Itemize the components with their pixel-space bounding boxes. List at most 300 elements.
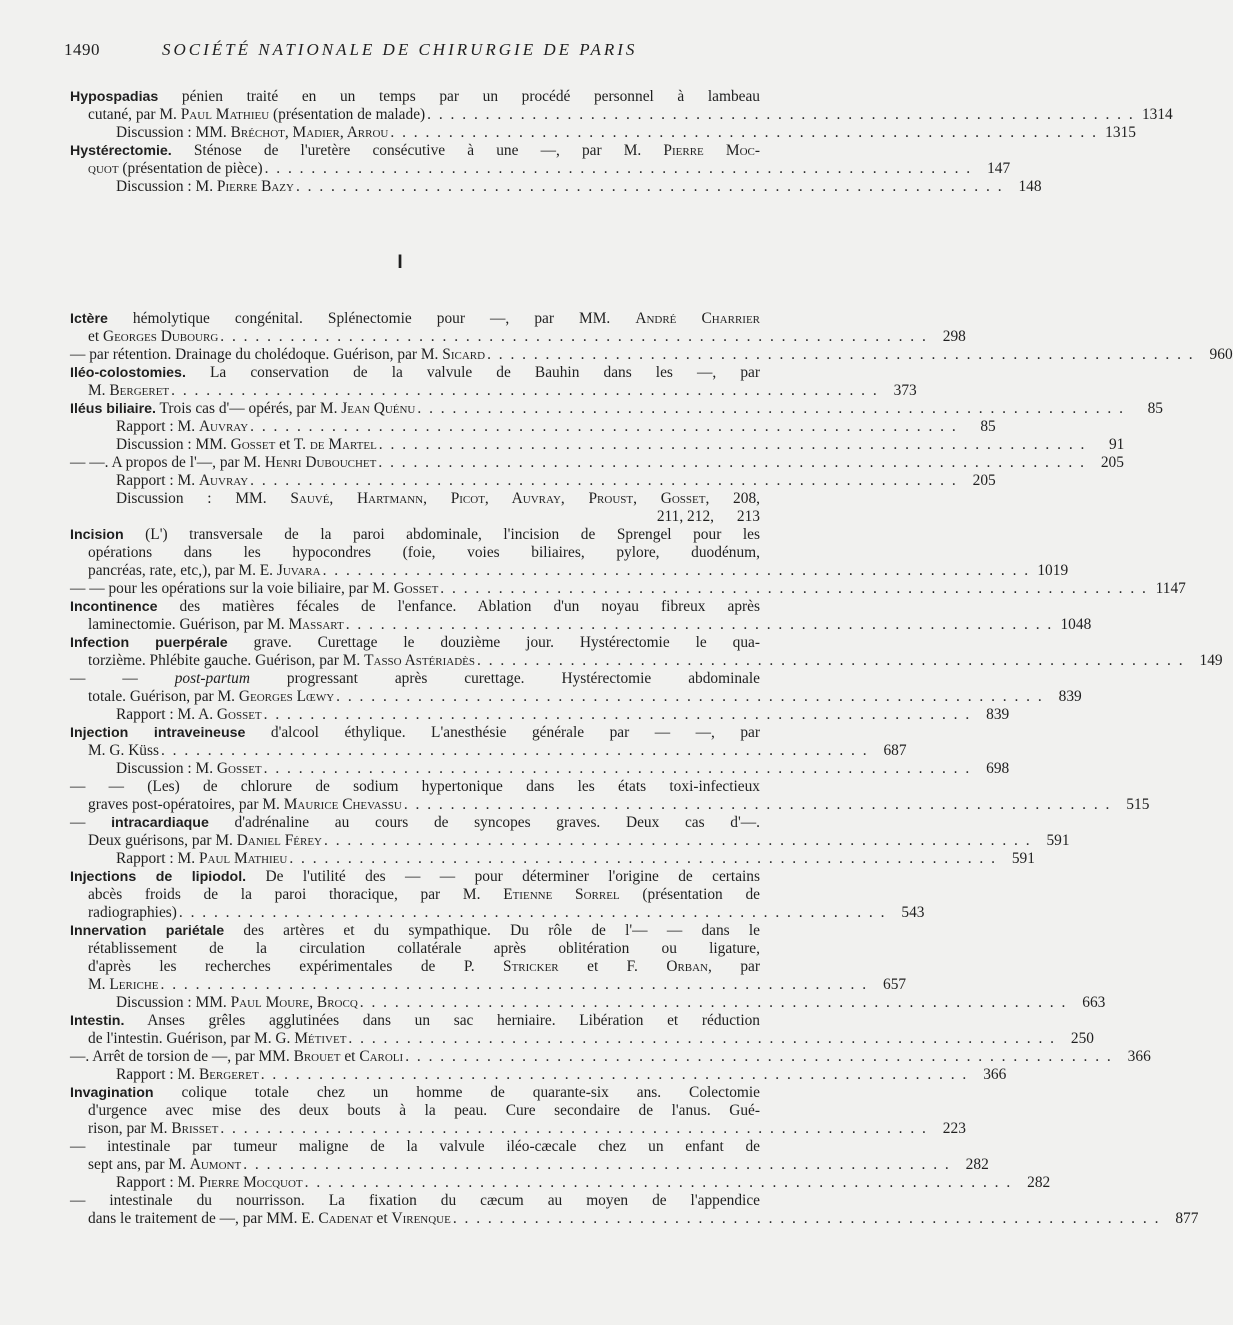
- entry-segment: 211, 212,: [656, 508, 714, 525]
- page-reference: 687: [883, 742, 907, 759]
- index-line: [70, 832, 1070, 850]
- dot-leader: . . . . . . . . . . . . . . . . . . . . . . . . . . . . . . . . . . . . . . . . . . . . . . . . . . . . . . . . . . . . .: [250, 418, 958, 435]
- dot-leader: . . . . . . . . . . . . . . . . . . . . . . . . . . . . . . . . . . . . . . . . . . . . . . . . . . . . . . . . . . . . .: [336, 688, 1044, 705]
- entry-text: [116, 760, 262, 778]
- index-line: [70, 760, 1010, 778]
- index-line: [70, 652, 1223, 670]
- entry-segment: Discussion : MM.: [116, 490, 291, 507]
- dot-leader: . . . . . . . . . . . . . . . . . . . . . . . . . . . . . . . . . . . . . . . . . . . . . . . . . . . . . . . . . . . . .: [263, 760, 972, 777]
- entry-text: [70, 364, 760, 381]
- author-name: Juvara: [276, 562, 321, 579]
- entry-keyword: Iléus biliaire.: [70, 401, 156, 417]
- dot-leader: . . . . . . . . . . . . . . . . . . . . . . . . . . . . . . . . . . . . . . . . . . . . . . . . . . . . . . . . . . . . .: [264, 160, 973, 177]
- entry-text: [88, 1156, 241, 1174]
- entry-keyword: Incontinence: [70, 599, 158, 615]
- entry-keyword: Incision: [70, 527, 124, 543]
- entry-text: [116, 706, 262, 724]
- entry-text: [70, 634, 760, 651]
- entry-text: [116, 418, 248, 436]
- dot-leader: . . . . . . . . . . . . . . . . . . . . . . . . . . . . . . . . . . . . . . . . . . . . . . . . . . . . . . . . . . . . .: [160, 976, 869, 993]
- dot-leader: . . . . . . . . . . . . . . . . . . . . . . . . . . . . . . . . . . . . . . . . . . . . . . . . . . . . . . . . . . . . .: [304, 1174, 1013, 1191]
- entry-text: [88, 562, 321, 580]
- page-reference: 543: [901, 904, 925, 921]
- page-reference: 213: [736, 508, 760, 525]
- entry-text: [70, 454, 376, 472]
- author-name: Brouet: [293, 1048, 341, 1065]
- page-reference: 877: [1175, 1210, 1199, 1227]
- dot-leader: . . . . . . . . . . . . . . . . . . . . . . . . . . . . . . . . . . . . . . . . . . . . . . . . . . . . . . . . . . . . .: [220, 1120, 928, 1137]
- entry-text: [116, 490, 760, 507]
- entry-text: [70, 814, 760, 831]
- dot-leader: . . . . . . . . . . . . . . . . . . . . . . . . . . . . . . . . . . . . . . . . . . . . . . . . . . . . . . . . . . . . .: [220, 328, 928, 345]
- entry-keyword: Intestin.: [70, 1013, 125, 1029]
- entry-segment: hémolytique congénital. Splénectomie pour —, par MM.: [107, 310, 636, 327]
- author-name: Gosset: [216, 760, 262, 777]
- page-reference: 85: [1147, 400, 1163, 417]
- entry-segment: M.: [88, 382, 110, 399]
- entry-text: [88, 1030, 346, 1048]
- entry-segment: d'après les recherches expérimentales de P.: [88, 958, 504, 975]
- entry-text: [70, 142, 760, 159]
- dot-leader: . . . . . . . . . . . . . . . . . . . . . . . . . . . . . . . . . . . . . . . . . . . . . . . . . . . . . . . . . . . . .: [440, 580, 1148, 597]
- index-line: [70, 868, 760, 886]
- author-name: Pierre Bazy: [216, 178, 294, 195]
- index-line: [70, 1192, 760, 1210]
- entry-segment: La conservation de la valvule de Bauhin dans les —, par: [185, 364, 760, 381]
- entry-text: [88, 886, 760, 903]
- index-line: [70, 124, 1136, 142]
- page-number: 1490: [64, 40, 100, 59]
- dot-leader: . . . . . . . . . . . . . . . . . . . . . . . . . . . . . . . . . . . . . . . . . . . . . . . . . . . . . . . . . . . . .: [345, 616, 1054, 633]
- entry-text: [70, 310, 760, 327]
- entry-text: [70, 868, 760, 885]
- dot-leader: . . . . . . . . . . . . . . . . . . . . . . . . . . . . . . . . . . . . . . . . . . . . . . . . . . . . . . . . . . . . .: [359, 994, 1068, 1011]
- section-letter: I: [397, 252, 403, 273]
- dot-leader: . . . . . . . . . . . . . . . . . . . . . . . . . . . . . . . . . . . . . . . . . . . . . . . . . . . . . . . . . . . . .: [160, 742, 869, 759]
- entry-text: [70, 526, 760, 543]
- page-header: [64, 40, 714, 66]
- entry-segment: et F.: [558, 958, 667, 975]
- index-line: [70, 400, 1163, 418]
- entry-segment: et: [88, 328, 103, 345]
- entry-segment: des matières fécales de l'enfance. Ablation d'un noyau fibreux après: [157, 598, 760, 615]
- dot-leader: . . . . . . . . . . . . . . . . . . . . . . . . . . . . . . . . . . . . . . . . . . . . . . . . . . . . . . . . . . . . .: [403, 796, 1112, 813]
- entry-keyword: Innervation pariétale: [70, 923, 225, 939]
- author-name: de Martel: [309, 436, 377, 453]
- index-line: [70, 796, 1150, 814]
- author-name: Gosset: [393, 580, 439, 597]
- page-reference: 223: [942, 1120, 966, 1137]
- entry-segment: Rapport : M.: [116, 850, 199, 867]
- index-line: [70, 490, 760, 508]
- page-reference: 960: [1209, 346, 1233, 363]
- index-line: [70, 1084, 760, 1102]
- entry-segment: d'alcool éthylique. L'anesthésie générale par — —, par: [245, 724, 760, 741]
- entry-segment: Trois cas d'— opérés, par M.: [155, 400, 342, 417]
- page-reference: 147: [987, 160, 1011, 177]
- entry-text: [70, 580, 438, 598]
- entry-text: [70, 1138, 760, 1155]
- author-name: Gosset: [230, 436, 276, 453]
- index-line: [70, 670, 760, 688]
- author-name: Auvray: [198, 472, 249, 489]
- entry-text: [70, 400, 415, 418]
- entry-segment: Discussion : M.: [116, 178, 217, 195]
- entry-text: [70, 670, 760, 687]
- index-line: [70, 922, 760, 940]
- index-line: [70, 310, 760, 328]
- entry-segment: Rapport : M.: [116, 418, 199, 435]
- entry-text: [70, 1192, 760, 1209]
- author-name: Auvray: [198, 418, 249, 435]
- dot-leader: . . . . . . . . . . . . . . . . . . . . . . . . . . . . . . . . . . . . . . . . . . . . . . . . . . . . . . . . . . . . .: [171, 382, 879, 399]
- entry-segment: Rapport : M.: [116, 1066, 199, 1083]
- dot-leader: . . . . . . . . . . . . . . . . . . . . . . . . . . . . . . . . . . . . . . . . . . . . . . . . . . . . . . . . . . . . .: [324, 832, 1032, 849]
- entry-text: [88, 382, 169, 400]
- entry-segment: pénien traité en un temps par un procédé personnel à lambeau: [158, 88, 760, 105]
- dot-leader: . . . . . . . . . . . . . . . . . . . . . . . . . . . . . . . . . . . . . . . . . . . . . . . . . . . . . . . . . . . . .: [322, 562, 1031, 579]
- index-line: [70, 346, 1233, 364]
- index-line: [70, 706, 1010, 724]
- index-line: [70, 1120, 966, 1138]
- entry-segment: — —. A propos de l'—, par M.: [70, 454, 265, 471]
- entry-text: [70, 778, 760, 795]
- author-name: Pierre Moc-: [663, 142, 760, 159]
- index-line: [70, 1102, 760, 1120]
- author-name: Sauvé, Hartmann, Picot, Auvray, Proust, Gosset,: [290, 490, 710, 507]
- entry-text: [116, 436, 377, 454]
- author-name: Paul Moure, Brocq: [230, 994, 358, 1011]
- index-line: [70, 1012, 760, 1030]
- page-reference: 1048: [1060, 616, 1092, 633]
- dot-leader: . . . . . . . . . . . . . . . . . . . . . . . . . . . . . . . . . . . . . . . . . . . . . . . . . . . . . . . . . . . . .: [348, 1030, 1056, 1047]
- entry-segment: Anses grêles agglutinées dans un sac herniaire. Libération et réduction: [124, 1012, 760, 1029]
- author-name: Métivet: [294, 1030, 347, 1047]
- author-name: Gosset: [216, 706, 262, 723]
- entry-segment: des artères et du sympathique. Du rôle de l'— — dans le: [224, 922, 761, 939]
- entry-text: [88, 106, 425, 124]
- entry-segment: pancréas, rate, etc,), par M. E.: [88, 562, 277, 579]
- entry-segment: et: [372, 1210, 392, 1227]
- entry-text: [88, 904, 177, 922]
- entry-text: [70, 88, 760, 105]
- dot-leader: . . . . . . . . . . . . . . . . . . . . . . . . . . . . . . . . . . . . . . . . . . . . . . . . . . . . . . . . . . . . .: [263, 706, 972, 723]
- entry-keyword: Infection puerpérale: [70, 635, 228, 651]
- page-reference: 85: [980, 418, 996, 435]
- index-line: [70, 160, 1011, 178]
- index-line: [70, 1066, 1007, 1084]
- entry-text: [70, 1012, 760, 1029]
- entry-keyword: Injections de lipiodol.: [70, 869, 247, 885]
- dot-leader: . . . . . . . . . . . . . . . . . . . . . . . . . . . . . . . . . . . . . . . . . . . . . . . . . . . . . . . . . . . . .: [487, 346, 1195, 363]
- entry-text: [116, 994, 358, 1012]
- page-reference: 366: [983, 1066, 1007, 1083]
- entry-segment: (présentation de malade): [269, 106, 426, 123]
- entry-keyword: Hypospadias: [70, 89, 159, 105]
- entry-segment: M. G. Küss: [88, 742, 159, 759]
- entry-segment: Sténose de l'uretère consécutive à une —, par M.: [171, 142, 664, 159]
- index-line: [70, 850, 1035, 868]
- index-line: [70, 472, 996, 490]
- entry-segment: dans le traitement de —, par MM. E.: [88, 1210, 319, 1227]
- entry-segment: rétablissement de la circulation collatérale après oblitération ou ligature,: [88, 940, 760, 957]
- page-reference: 1019: [1037, 562, 1069, 579]
- entry-segment: torzième. Phlébite gauche. Guérison, par M.: [88, 652, 365, 669]
- index-line: [70, 508, 760, 526]
- entry-text: [88, 1210, 451, 1228]
- entry-segment: Rapport : M. A.: [116, 706, 217, 723]
- dot-leader: . . . . . . . . . . . . . . . . . . . . . . . . . . . . . . . . . . . . . . . . . . . . . . . . . . . . . . . . . . . . .: [250, 472, 958, 489]
- index-line: [70, 634, 760, 652]
- page-reference: 366: [1127, 1048, 1151, 1065]
- entry-segment: et T.: [275, 436, 310, 453]
- page-reference: 373: [893, 382, 917, 399]
- page-reference: 839: [986, 706, 1010, 723]
- author-name: Virenque: [391, 1210, 451, 1227]
- entry-text: [70, 1084, 760, 1101]
- entry-segment: grave. Curettage le douzième jour. Hystérectomie le qua-: [227, 634, 760, 651]
- page-reference: 657: [883, 976, 907, 993]
- entry-text: [88, 1120, 218, 1138]
- index-line: [70, 598, 760, 616]
- entry-segment: , par: [708, 958, 760, 975]
- entry-segment: Discussion : M.: [116, 760, 217, 777]
- entry-text: [88, 796, 402, 814]
- entry-segment: — par rétention. Drainage du cholédoque. Guérison, par M.: [70, 346, 443, 363]
- entry-segment: (présentation de: [619, 886, 760, 903]
- index-line: [70, 1030, 1094, 1048]
- index-line: [70, 436, 1125, 454]
- entry-text: [88, 652, 475, 670]
- page-reference: 663: [1082, 994, 1106, 1011]
- index-line: [70, 1156, 989, 1174]
- author-name: Brisset: [171, 1120, 219, 1137]
- entry-text: [70, 346, 485, 364]
- entry-text: [657, 508, 714, 525]
- entry-segment: Deux guérisons, par M.: [88, 832, 237, 849]
- author-name: Jean Quénu: [341, 400, 416, 417]
- entry-text: [88, 958, 760, 975]
- author-name: Paul Mathieu: [198, 850, 288, 867]
- index-line: [70, 940, 760, 958]
- index-line: [70, 1138, 760, 1156]
- index-line: [70, 742, 907, 760]
- entry-segment: — — pour les opérations sur la voie biliaire, par M.: [70, 580, 394, 597]
- page-reference: 515: [1126, 796, 1150, 813]
- page-reference: 282: [1027, 1174, 1051, 1191]
- page-reference: 205: [972, 472, 996, 489]
- index-line: [70, 724, 760, 742]
- page-reference: 298: [942, 328, 966, 345]
- index-line: [70, 382, 917, 400]
- author-name: Bergeret: [109, 382, 170, 399]
- entry-text: [88, 976, 159, 994]
- entry-segment: — — (Les) de chlorure de sodium hypertonique dans les états toxi-infectieux: [70, 778, 760, 795]
- entry-text: [116, 178, 294, 196]
- author-name: André Charrier: [635, 310, 760, 327]
- entry-text: [88, 160, 263, 178]
- entry-keyword: Iléo-colostomies.: [70, 365, 186, 381]
- author-name: Etienne Sorrel: [503, 886, 620, 903]
- page-reference: 149: [1199, 652, 1223, 669]
- entry-segment: totale. Guérison, par M.: [88, 688, 239, 705]
- entry-segment: —. Arrêt de torsion de —, par MM.: [70, 1048, 294, 1065]
- entry-segment: cutané, par M.: [88, 106, 181, 123]
- page-reference: 250: [1070, 1030, 1094, 1047]
- index-line: [70, 364, 760, 382]
- entry-segment: Discussion : MM.: [116, 436, 231, 453]
- index-line: [70, 418, 996, 436]
- page-reference: 91: [1108, 436, 1125, 453]
- entry-segment: — intestinale du nourrisson. La fixation du cæcum au moyen de l'appendice: [70, 1192, 760, 1209]
- entry-keyword: Ictère: [70, 311, 108, 327]
- entry-segment: Rapport : M.: [116, 1174, 199, 1191]
- index-line: [70, 1174, 1051, 1192]
- page-reference: 148: [1018, 178, 1042, 195]
- page-reference: 591: [1011, 850, 1035, 867]
- dot-leader: . . . . . . . . . . . . . . . . . . . . . . . . . . . . . . . . . . . . . . . . . . . . . . . . . . . . . . . . . . . . .: [178, 904, 887, 921]
- entry-text: [116, 1174, 303, 1192]
- page-reference: 282: [965, 1156, 989, 1173]
- entry-segment: — intestinale par tumeur maligne de la valvule iléo-cæcale chez un enfant de: [70, 1138, 760, 1155]
- index-line: [70, 1048, 1151, 1066]
- dot-leader: . . . . . . . . . . . . . . . . . . . . . . . . . . . . . . . . . . . . . . . . . . . . . . . . . . . . . . . . . . . . .: [390, 124, 1098, 141]
- entry-segment: opérations dans les hypocondres (foie, voies biliaires, pylore, duodénum,: [88, 544, 760, 561]
- index-line: [70, 88, 760, 106]
- entry-text: [116, 850, 287, 868]
- dot-leader: . . . . . . . . . . . . . . . . . . . . . . . . . . . . . . . . . . . . . . . . . . . . . . . . . . . . . . . . . . . . .: [405, 1048, 1113, 1065]
- index-line: [70, 454, 1124, 472]
- author-name: Stricker: [503, 958, 559, 975]
- dot-leader: . . . . . . . . . . . . . . . . . . . . . . . . . . . . . . . . . . . . . . . . . . . . . . . . . . . . . . . . . . . . .: [295, 178, 1004, 195]
- entry-text: [88, 1102, 760, 1119]
- author-name: Maurice Chevassu: [283, 796, 402, 813]
- entry-segment: de l'intestin. Guérison, par M. G.: [88, 1030, 295, 1047]
- entry-keyword: Hystérectomie.: [70, 143, 172, 159]
- dot-leader: . . . . . . . . . . . . . . . . . . . . . . . . . . . . . . . . . . . . . . . . . . . . . . . . . . . . . . . . . . . . .: [260, 1066, 969, 1083]
- author-name: Aumont: [189, 1156, 242, 1173]
- index-line: [70, 958, 760, 976]
- entry-text: [88, 832, 322, 850]
- entry-segment: post-partum: [174, 670, 250, 687]
- author-name: Sicard: [442, 346, 486, 363]
- entry-segment: laminectomie. Guérison, par M.: [88, 616, 289, 633]
- dot-leader: . . . . . . . . . . . . . . . . . . . . . . . . . . . . . . . . . . . . . . . . . . . . . . . . . . . . . . . . . . . . .: [452, 1210, 1161, 1227]
- author-name: Henri Dubouchet: [264, 454, 377, 471]
- entry-text: [88, 742, 159, 760]
- author-name: Bergeret: [198, 1066, 259, 1083]
- index-line: [70, 688, 1082, 706]
- entry-segment: (L') transversale de la paroi abdominale, l'incision de Sprengel pour les: [123, 526, 760, 543]
- dot-leader: . . . . . . . . . . . . . . . . . . . . . . . . . . . . . . . . . . . . . . . . . . . . . . . . . . . . . . . . . . . . .: [243, 1156, 951, 1173]
- entry-segment: colique totale chez un homme de quarante-six ans. Colectomie: [153, 1084, 760, 1101]
- index-block-i: [70, 310, 1233, 1228]
- author-name: quot: [88, 160, 119, 177]
- index-line: [70, 904, 925, 922]
- index-line: [70, 544, 760, 562]
- entry-segment: sept ans, par M.: [88, 1156, 190, 1173]
- entry-segment: Discussion : MM.: [116, 994, 231, 1011]
- page-reference: 591: [1046, 832, 1070, 849]
- entry-segment: et: [340, 1048, 360, 1065]
- index-line: [70, 886, 760, 904]
- entry-segment: rison, par M.: [88, 1120, 172, 1137]
- entry-segment: 208,: [709, 490, 760, 507]
- author-name: Daniel Férey: [236, 832, 322, 849]
- author-name: Georges Lœwy: [238, 688, 335, 705]
- page-reference: 1315: [1105, 124, 1136, 141]
- index-line: [70, 142, 760, 160]
- entry-text: [116, 124, 388, 142]
- page-reference: 205: [1100, 454, 1124, 471]
- index-block-h: [70, 88, 1173, 196]
- entry-segment: Rapport : M.: [116, 472, 199, 489]
- entry-text: [70, 724, 760, 741]
- entry-segment: progressant après curettage. Hystérectomie abdominale: [249, 670, 760, 687]
- index-line: [70, 814, 760, 832]
- index-line: [70, 580, 1186, 598]
- author-name: Tasso Astériadès: [364, 652, 476, 669]
- page-reference: 1314: [1141, 106, 1173, 123]
- entry-text: [70, 1048, 403, 1066]
- entry-text: [70, 922, 760, 939]
- entry-segment: (présentation de pièce): [118, 160, 263, 177]
- page-reference: 1147: [1155, 580, 1186, 597]
- author-name: Pierre Mocquot: [198, 1174, 303, 1191]
- index-line: [70, 106, 1173, 124]
- entry-segment: Discussion : MM.: [116, 124, 231, 141]
- entry-keyword: Invagination: [70, 1085, 154, 1101]
- dot-leader: . . . . . . . . . . . . . . . . . . . . . . . . . . . . . . . . . . . . . . . . . . . . . . . . . . . . . . . . . . . . .: [289, 850, 997, 867]
- dot-leader: . . . . . . . . . . . . . . . . . . . . . . . . . . . . . . . . . . . . . . . . . . . . . . . . . . . . . . . . . . . . .: [417, 400, 1125, 417]
- index-line: [70, 778, 760, 796]
- author-name: Orban: [666, 958, 709, 975]
- index-line: [70, 1210, 1199, 1228]
- author-name: Caroli: [359, 1048, 404, 1065]
- entry-text: [116, 1066, 259, 1084]
- entry-text: [88, 688, 334, 706]
- page-reference: 698: [986, 760, 1010, 777]
- entry-segment: d'urgence avec mise des deux bouts à la peau. Cure secondaire de l'anus. Gué-: [88, 1102, 760, 1119]
- running-title: SOCIÉTÉ NATIONALE DE CHIRURGIE DE PARIS: [162, 40, 638, 59]
- author-name: Georges Dubourg: [102, 328, 219, 345]
- index-line: [70, 526, 760, 544]
- dot-leader: . . . . . . . . . . . . . . . . . . . . . . . . . . . . . . . . . . . . . . . . . . . . . . . . . . . . . . . . . . . . .: [427, 106, 1135, 123]
- author-name: Paul Mathieu: [180, 106, 270, 123]
- index-line: [70, 178, 1042, 196]
- index-line: [70, 616, 1092, 634]
- entry-text: [88, 940, 760, 957]
- dot-leader: . . . . . . . . . . . . . . . . . . . . . . . . . . . . . . . . . . . . . . . . . . . . . . . . . . . . . . . . . . . . .: [378, 454, 1086, 471]
- entry-keyword: intracardiaque: [111, 815, 209, 831]
- entry-text: [88, 544, 760, 561]
- entry-segment: abcès froids de la paroi thoracique, par M.: [88, 886, 504, 903]
- entry-text: [88, 616, 344, 634]
- author-name: Bréchot, Madier, Arrou: [230, 124, 389, 141]
- entry-text: [116, 472, 248, 490]
- dot-leader: . . . . . . . . . . . . . . . . . . . . . . . . . . . . . . . . . . . . . . . . . . . . . . . . . . . . . . . . . . . . .: [477, 652, 1185, 669]
- index-line: [70, 976, 907, 994]
- entry-keyword: Injection intraveineuse: [70, 725, 246, 741]
- entry-segment: —: [70, 814, 112, 831]
- author-name: Massart: [288, 616, 344, 633]
- index-line: [70, 562, 1069, 580]
- entry-segment: — —: [70, 670, 175, 687]
- entry-segment: De l'utilité des — — pour déterminer l'origine de certains: [246, 868, 760, 885]
- index-line: [70, 994, 1106, 1012]
- page-reference: 839: [1058, 688, 1082, 705]
- author-name: Cadenat: [318, 1210, 373, 1227]
